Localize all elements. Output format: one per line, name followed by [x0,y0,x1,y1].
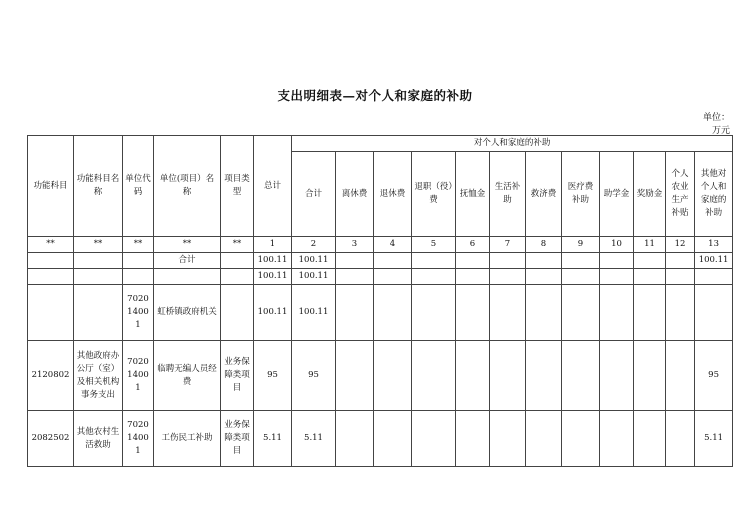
table-row [28,269,733,285]
index-cell: ** [74,237,123,253]
cell-total: 95 [254,341,292,411]
cell-total: 100.11 [254,269,292,285]
index-cell: ** [154,237,221,253]
index-cell: 6 [456,237,490,253]
index-cell: 2 [292,237,336,253]
cell-project-type [221,253,254,269]
cell-unit-name: 合计 [154,253,221,269]
header-unit-code: 单位代码 [123,136,154,237]
cell-heji: 95 [292,341,336,411]
header-sub-jiuji: 救济费 [526,152,562,237]
header-func-subject: 功能科目 [28,136,74,237]
header-func-subject-name: 功能科目名称 [74,136,123,237]
cell-project-type [221,285,254,341]
index-cell: 9 [562,237,600,253]
table-row [28,411,733,467]
index-cell: 8 [526,237,562,253]
table-row [28,253,733,269]
index-cell: 7 [490,237,526,253]
cell-func-subject-name [74,285,123,341]
expenditure-table [27,135,733,467]
cell-func-subject-name [74,269,123,285]
header-sub-lixiu: 离休费 [336,152,374,237]
table-row [28,341,733,411]
index-cell: ** [28,237,74,253]
cell-unit-name: 临聘无编人员经费 [154,341,221,411]
index-cell: 1 [254,237,292,253]
header-sub-jiangli: 奖励金 [634,152,666,237]
unit-value: 万元 [711,126,730,136]
cell-qita: 95 [695,341,733,411]
cell-unit-name [154,269,221,285]
cell-qita: 100.11 [695,253,733,269]
cell-heji: 100.11 [292,253,336,269]
header-project-type: 项目类型 [221,136,254,237]
cell-unit-code [123,253,154,269]
header-sub-yiliao: 医疗费补助 [562,152,600,237]
index-cell: ** [123,237,154,253]
page-title: 支出明细表—对个人和家庭的补助 [277,88,473,103]
cell-heji: 5.11 [292,411,336,467]
header-sub-tuixiu: 退休费 [374,152,412,237]
header-total: 总计 [254,136,292,237]
cell-qita [695,269,733,285]
header-sub-zhuxue: 助学金 [600,152,634,237]
cell-func-subject-name [74,253,123,269]
cell-func-subject [28,285,74,341]
index-cell: 13 [695,237,733,253]
header-sub-nongye: 个人农业生产补贴 [666,152,695,237]
cell-heji: 100.11 [292,269,336,285]
cell-unit-name: 工伤民工补助 [154,411,221,467]
header-sub-tuizhi: 退职（役）费 [412,152,456,237]
header-sub-heji: 合计 [292,152,336,237]
cell-total: 5.11 [254,411,292,467]
cell-qita [695,285,733,341]
index-cell: 5 [412,237,456,253]
cell-total: 100.11 [254,285,292,341]
cell-func-subject-name: 其他政府办公厅（室）及相关机构事务支出 [74,341,123,411]
table-row [28,285,733,341]
header-unit-name: 单位(项目）名称 [154,136,221,237]
cell-unit-name: 虹桥镇政府机关 [154,285,221,341]
cell-func-subject-name: 其他农村生活救助 [74,411,123,467]
cell-project-type: 业务保障类项目 [221,411,254,467]
cell-func-subject [28,253,74,269]
index-cell: 10 [600,237,634,253]
cell-unit-code: 70201400 1 [123,285,154,341]
index-cell: ** [221,237,254,253]
header-sub-fuxu: 抚恤金 [456,152,490,237]
cell-func-subject: 2120802 [28,341,74,411]
header-group: 对个人和家庭的补助 [292,136,733,152]
unit-label: 单位： [702,113,730,123]
cell-heji: 100.11 [292,285,336,341]
index-cell: 3 [336,237,374,253]
cell-unit-code: 70201400 1 [123,411,154,467]
cell-unit-code: 70201400 1 [123,341,154,411]
cell-func-subject [28,269,74,285]
cell-total: 100.11 [254,253,292,269]
index-cell: 12 [666,237,695,253]
cell-qita: 5.11 [695,411,733,467]
cell-project-type: 业务保障类项目 [221,341,254,411]
header-sub-shenghuo: 生活补助 [490,152,526,237]
index-cell: 4 [374,237,412,253]
header-sub-qita: 其他对个人和家庭的补助 [695,152,733,237]
index-cell: 11 [634,237,666,253]
cell-func-subject: 2082502 [28,411,74,467]
cell-project-type [221,269,254,285]
cell-unit-code [123,269,154,285]
